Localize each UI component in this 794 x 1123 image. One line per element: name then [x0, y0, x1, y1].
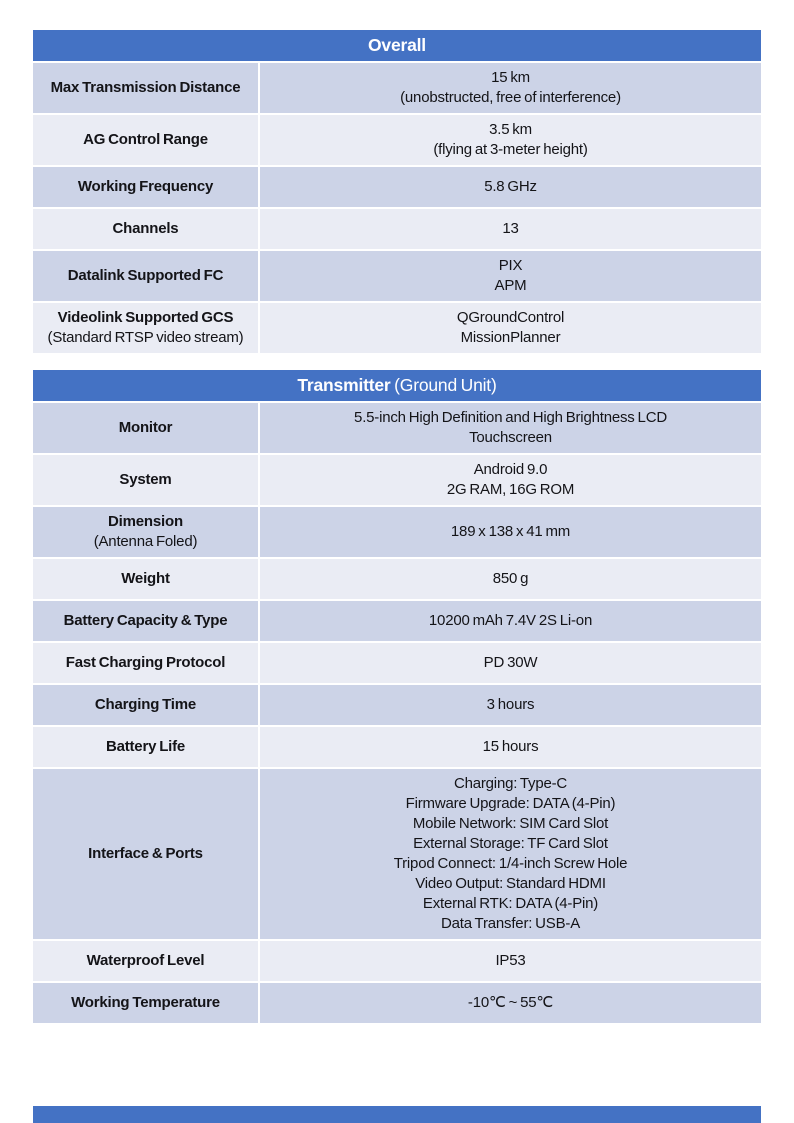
row-label-text: Dimension	[108, 513, 183, 530]
table-row	[33, 249, 761, 301]
row-label	[33, 167, 260, 207]
table-row	[33, 767, 761, 939]
row-value	[260, 303, 761, 353]
row-value-line: Data Transfer: USB-A	[440, 915, 581, 932]
row-value-line: 10200 mAh 7.4V 2S Li-on	[428, 612, 593, 629]
row-label	[33, 303, 260, 353]
row-value	[260, 769, 761, 939]
row-value-line: (unobstructed, free of interference)	[400, 89, 621, 106]
table-row	[33, 113, 761, 165]
table-row	[33, 301, 761, 353]
row-label	[33, 685, 260, 725]
table-title: Overall	[368, 35, 426, 55]
row-label	[33, 455, 260, 505]
row-label	[33, 209, 260, 249]
table-row	[33, 401, 761, 453]
row-label-text: System	[119, 471, 172, 488]
row-label	[33, 507, 260, 557]
table-row	[33, 683, 761, 725]
row-value	[260, 455, 761, 505]
row-label-text: Videolink Supported GCS	[57, 309, 234, 326]
row-value-line: (flying at 3-meter height)	[433, 141, 588, 158]
row-value-line: 850 g	[492, 570, 529, 587]
table-row	[33, 61, 761, 113]
row-label-text: AG Control Range	[83, 131, 208, 148]
row-value-line: Video Output: Standard HDMI	[415, 875, 606, 892]
row-label-text: Max Transmission Distance	[50, 79, 241, 96]
row-value-line: 5.8 GHz	[484, 178, 537, 195]
row-label-text: Datalink Supported FC	[67, 267, 224, 284]
row-value-line: -10℃ ~ 55℃	[467, 994, 554, 1011]
row-value	[260, 507, 761, 557]
row-value	[260, 983, 761, 1023]
table-header-transmitter	[33, 370, 761, 401]
row-value-line: Firmware Upgrade: DATA (4-Pin)	[405, 795, 616, 812]
row-value	[260, 167, 761, 207]
row-label-text: Waterproof Level	[86, 952, 205, 969]
row-label	[33, 115, 260, 165]
row-value	[260, 941, 761, 981]
table-row	[33, 453, 761, 505]
row-value	[260, 685, 761, 725]
row-value	[260, 559, 761, 599]
row-label	[33, 559, 260, 599]
row-value-line: MissionPlanner	[460, 329, 561, 346]
spec-table-overall	[33, 30, 761, 353]
row-value-line: 15 km	[491, 69, 530, 86]
row-label-text: Battery Capacity & Type	[63, 612, 228, 629]
row-value-line: 5.5-inch High Definition and High Brightness LCD	[354, 409, 667, 426]
table-row	[33, 207, 761, 249]
row-value	[260, 403, 761, 453]
row-value	[260, 643, 761, 683]
row-label	[33, 727, 260, 767]
table-row	[33, 725, 761, 767]
row-value-line: Touchscreen	[469, 429, 552, 446]
table-title: Transmitter	[297, 375, 391, 395]
row-value	[260, 63, 761, 113]
row-value	[260, 601, 761, 641]
row-label-text: Charging Time	[94, 696, 197, 713]
row-value	[260, 727, 761, 767]
row-value	[260, 209, 761, 249]
spec-table-transmitter	[33, 370, 761, 1023]
row-label	[33, 643, 260, 683]
row-value-line: IP53	[495, 952, 526, 969]
row-value-line: PIX	[498, 257, 523, 274]
row-value-line: Tripod Connect: 1/4-inch Screw Hole	[393, 855, 628, 872]
row-label	[33, 251, 260, 301]
table-row	[33, 599, 761, 641]
row-label	[33, 941, 260, 981]
row-label	[33, 769, 260, 939]
table-row	[33, 505, 761, 557]
row-value-line: Android 9.0	[473, 461, 548, 478]
row-label-text: Fast Charging Protocol	[65, 654, 226, 671]
table-title-note: (Ground Unit)	[390, 375, 497, 395]
table-row	[33, 939, 761, 981]
row-label	[33, 601, 260, 641]
row-value-line: QGroundControl	[456, 309, 565, 326]
row-value-line: 3 hours	[486, 696, 535, 713]
next-table-header-partial	[33, 1106, 761, 1123]
row-value	[260, 251, 761, 301]
row-value	[260, 115, 761, 165]
row-label-note: (Standard RTSP video stream)	[47, 329, 244, 346]
row-label	[33, 403, 260, 453]
row-label-text: Battery Life	[105, 738, 186, 755]
row-value-line: APM	[494, 277, 527, 294]
row-value-line: 15 hours	[482, 738, 539, 755]
row-label-text: Working Temperature	[71, 994, 220, 1011]
row-value-line: PD 30W	[483, 654, 538, 671]
row-value-line: 3.5 km	[489, 121, 532, 138]
row-label-text: Channels	[112, 220, 179, 237]
row-value-line: External Storage: TF Card Slot	[413, 835, 608, 852]
row-label	[33, 983, 260, 1023]
row-label-text: Working Frequency	[77, 178, 214, 195]
table-row	[33, 557, 761, 599]
spec-tables-container	[0, 30, 794, 1023]
row-value-line: 13	[502, 220, 519, 237]
row-value-line: External RTK: DATA (4-Pin)	[422, 895, 599, 912]
row-label-note: (Antenna Foled)	[93, 533, 198, 550]
row-value-line: 2G RAM, 16G ROM	[446, 481, 575, 498]
row-label-text: Weight	[121, 570, 170, 587]
row-label-text: Monitor	[118, 419, 173, 436]
table-row	[33, 165, 761, 207]
table-row	[33, 981, 761, 1023]
row-value-line: Mobile Network: SIM Card Slot	[412, 815, 609, 832]
row-value-line: Charging: Type-C	[453, 775, 568, 792]
table-row	[33, 641, 761, 683]
row-value-line: 189 x 138 x 41 mm	[450, 523, 571, 540]
table-header-overall	[33, 30, 761, 61]
row-label	[33, 63, 260, 113]
row-label-text: Interface & Ports	[88, 845, 203, 862]
